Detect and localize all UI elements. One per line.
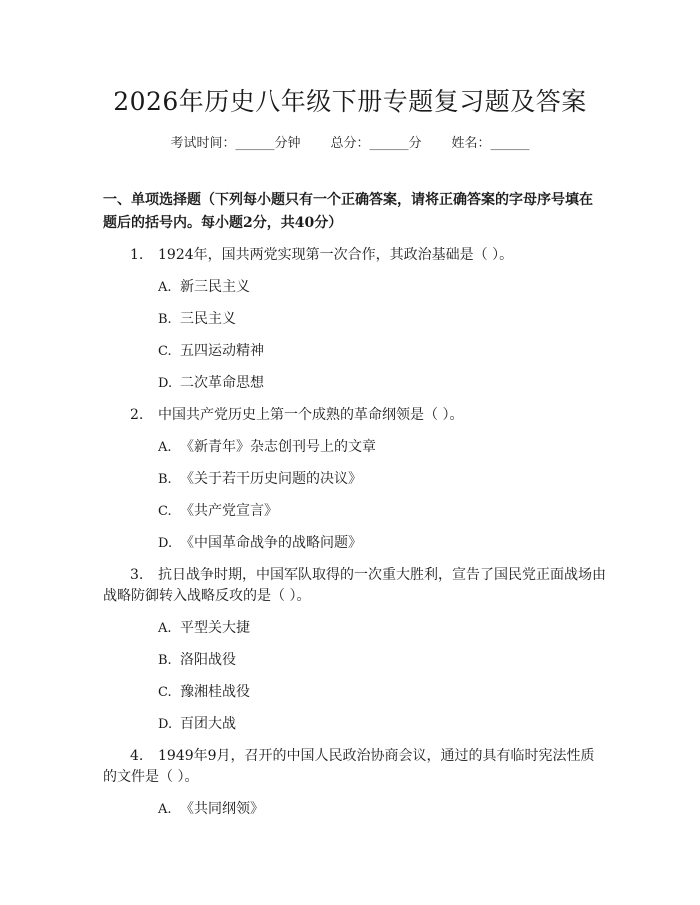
q2-option-d — [158, 532, 362, 552]
option-letter: A. — [158, 621, 172, 636]
q2-option-a — [158, 436, 376, 456]
q3-option-a — [158, 617, 250, 637]
q1-option-b — [158, 308, 236, 328]
question-3-continuation: 战略防御转入战略反攻的是（ ）。 — [103, 588, 311, 604]
question-text-line-1: 抗日战争时期，中国军队取得的一次重大胜利，宣告了国民党正面战场由 — [158, 567, 606, 583]
option-letter: D. — [158, 536, 173, 551]
option-text: 三民主义 — [180, 311, 236, 327]
question-2 — [130, 404, 463, 424]
option-text: 《中国革命战争的战略问题》 — [180, 535, 362, 551]
option-text: 洛阳战役 — [180, 652, 236, 668]
q1-option-d — [158, 372, 264, 392]
q3-option-c — [158, 681, 250, 701]
option-text: 豫湘桂战役 — [180, 684, 250, 700]
exam-time-field: 考试时间：______分钟 — [170, 136, 301, 151]
question-number: 1. — [130, 247, 144, 263]
q2-option-b — [158, 468, 362, 488]
q1-option-a — [158, 276, 250, 296]
page-title: 2026年历史八年级下册专题复习题及答案 — [113, 87, 587, 116]
exam-meta — [0, 132, 700, 151]
section-heading: 一、单项选择题（下列每小题只有一个正确答案，请将正确答案的字母序号填在题后的括号内。每小题2分，共40分） — [103, 192, 593, 231]
option-text: 平型关大捷 — [180, 620, 250, 636]
q2-option-c — [158, 500, 278, 520]
option-letter: B. — [158, 653, 172, 668]
question-1 — [130, 244, 513, 264]
option-letter: D. — [158, 717, 173, 732]
question-text-line-1: 1949年9月，召开的中国人民政治协商会议，通过的具有临时宪法性质 — [158, 748, 595, 764]
option-text: 《新青年》杂志创刊号上的文章 — [180, 439, 376, 455]
question-text: 中国共产党历史上第一个成熟的革命纲领是（ ）。 — [158, 407, 464, 423]
question-4-continuation: 的文件是（ ）。 — [103, 769, 199, 785]
option-text: 《共同纲领》 — [180, 801, 264, 817]
option-text: 二次革命思想 — [180, 375, 264, 391]
option-letter: C. — [158, 504, 172, 519]
option-text: 五四运动精神 — [180, 343, 264, 359]
student-name-field: 姓名：______ — [451, 136, 530, 151]
total-score-field: 总分：______分 — [330, 136, 422, 151]
option-letter: C. — [158, 685, 172, 700]
option-letter: B. — [158, 312, 172, 327]
option-text: 《关于若干历史问题的决议》 — [180, 471, 362, 487]
question-number: 2. — [130, 407, 144, 423]
option-text: 百团大战 — [180, 716, 236, 732]
q4-option-a — [158, 798, 264, 818]
question-number: 3. — [130, 567, 144, 583]
q1-option-c — [158, 340, 264, 360]
question-4 — [130, 745, 595, 765]
option-letter: D. — [158, 376, 173, 391]
q3-option-d — [158, 713, 236, 733]
question-3 — [130, 564, 606, 584]
option-text: 新三民主义 — [180, 279, 250, 295]
option-letter: A. — [158, 280, 172, 295]
option-text: 《共产党宣言》 — [180, 503, 278, 519]
option-letter: B. — [158, 472, 172, 487]
q3-option-b — [158, 649, 236, 669]
option-letter: A. — [158, 440, 172, 455]
question-number: 4. — [130, 748, 144, 764]
question-text: 1924年，国共两党实现第一次合作，其政治基础是（ ）。 — [158, 247, 514, 263]
option-letter: A. — [158, 802, 172, 817]
option-letter: C. — [158, 344, 172, 359]
